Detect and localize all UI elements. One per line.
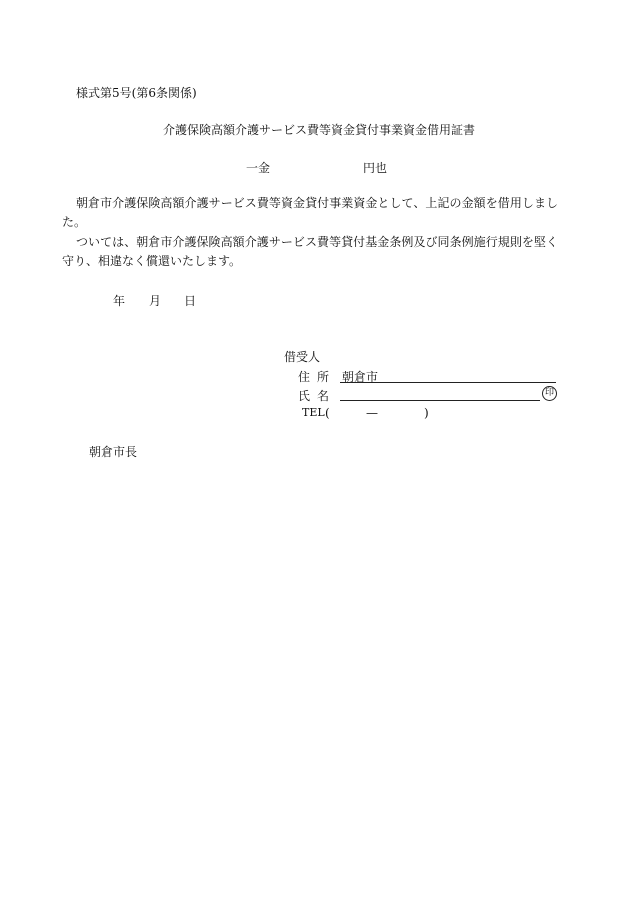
amount-prefix: 一金 — [246, 161, 271, 175]
amount-suffix: 円也 — [363, 161, 388, 175]
body-paragraph-1: 朝倉市介護保険高額介護サービス費等資金貸付事業資金として、上記の金額を借用しました。 — [62, 196, 558, 229]
date-month-label: 月 — [149, 294, 162, 308]
address-label: 住所 — [298, 370, 337, 384]
address-value: 朝倉市 — [342, 370, 379, 384]
address-underline — [340, 382, 556, 383]
date-year-label: 年 — [113, 294, 126, 308]
body-paragraph-2: ついては、朝倉市介護保険高額介護サービス費等貸付基金条例及び同条例施行規則を堅く守り、相違なく償還いたします。 — [62, 235, 558, 268]
borrower-heading: 借受人 — [284, 350, 321, 364]
addressee: 朝倉市長 — [89, 445, 138, 459]
name-label: 氏名 — [298, 389, 337, 403]
name-underline — [340, 400, 540, 401]
seal-mark: 印 — [542, 386, 557, 401]
tel-dash: — — [366, 406, 378, 420]
tel-close-paren: ) — [424, 406, 429, 420]
date-day-label: 日 — [184, 294, 197, 308]
form-number: 様式第5号(第6条関係) — [76, 86, 197, 100]
tel-label: TEL — [302, 406, 325, 419]
tel-open-paren: ( — [325, 406, 330, 420]
document-title: 介護保険高額介護サービス費等資金貸付事業資金借用証書 — [163, 123, 476, 137]
